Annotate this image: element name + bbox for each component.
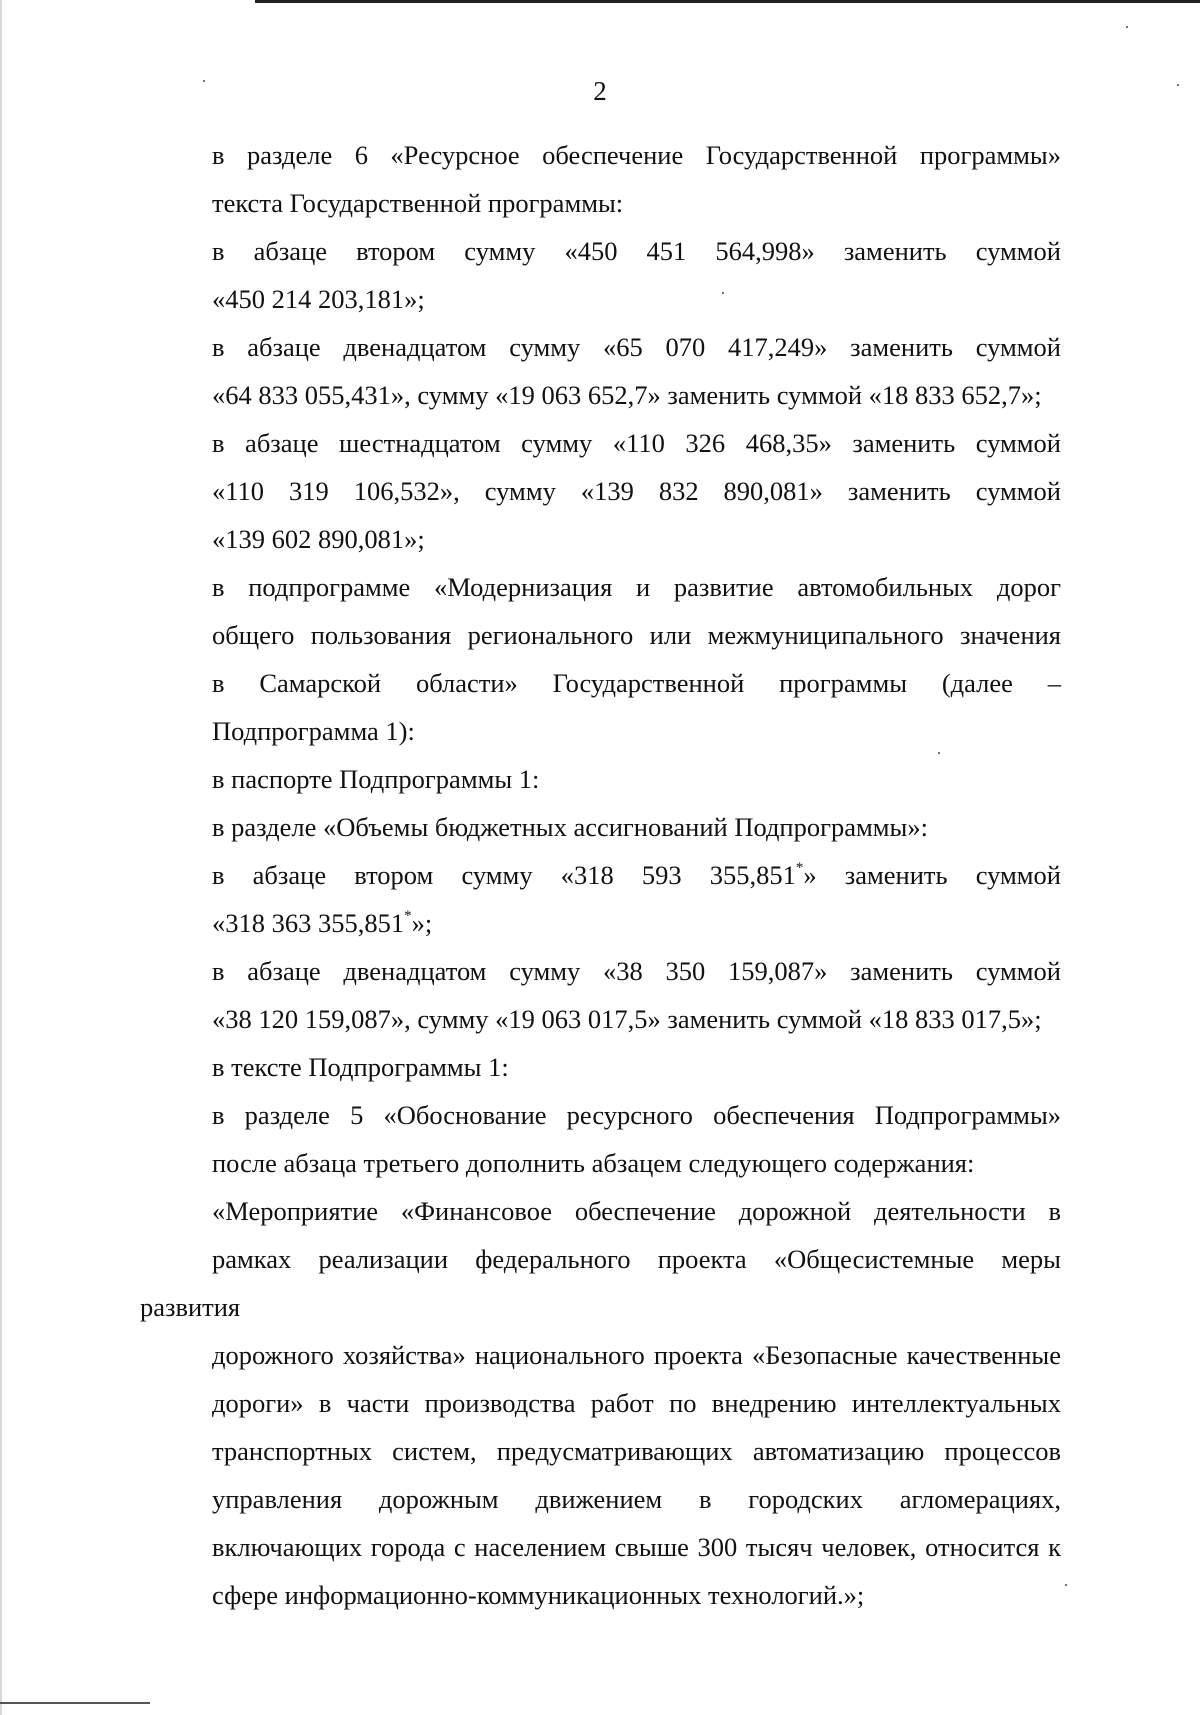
paragraph-abzac-12 bbox=[140, 323, 1061, 419]
text-line: текста Государственной программы: bbox=[212, 188, 624, 218]
text-line: сфере информационно-коммуникационных технологий.»; bbox=[212, 1580, 865, 1610]
text-line: в тексте Подпрограммы 1: bbox=[212, 1052, 509, 1082]
text-line: «110 319 106,532», сумму «139 832 890,081» заменить суммой bbox=[212, 476, 1061, 506]
text-line: управления дорожным движением в городских агломерациях, bbox=[212, 1484, 1061, 1514]
text-line: Подпрограмма 1): bbox=[212, 716, 415, 746]
paragraph-sub-abzac-2 bbox=[140, 851, 1061, 947]
scan-speck bbox=[1065, 1584, 1067, 1586]
text-line: в разделе 6 «Ресурсное обеспечение Государственной программы» bbox=[212, 140, 1061, 170]
text-line: дороги» в части производства работ по внедрению интеллектуальных bbox=[212, 1388, 1061, 1418]
text-line: в разделе 5 «Обоснование ресурсного обеспечения Подпрограммы» bbox=[212, 1100, 1061, 1130]
paragraph-abzac-16 bbox=[140, 419, 1061, 563]
text-line bbox=[140, 851, 1061, 899]
paragraph-passport bbox=[140, 755, 1061, 803]
text-line: «139 602 890,081»; bbox=[212, 524, 425, 554]
text-line: в абзаце шестнадцатом сумму «110 326 468,35» заменить суммой bbox=[212, 428, 1061, 458]
text-line: «38 120 159,087», сумму «19 063 017,5» заменить суммой «18 833 017,5»; bbox=[212, 1004, 1042, 1034]
line-segment: в абзаце втором сумму «318 593 355,851 bbox=[212, 860, 796, 890]
asterisk-mark: * bbox=[795, 860, 804, 876]
paragraph-subprogram-1 bbox=[140, 563, 1061, 755]
text-line: «64 833 055,431», сумму «19 063 652,7» заменить суммой «18 833 652,7»; bbox=[212, 380, 1042, 410]
page-number: 2 bbox=[593, 76, 607, 106]
text-line: в паспорте Подпрограммы 1: bbox=[212, 764, 540, 794]
paragraph-section-5 bbox=[140, 1091, 1061, 1187]
text-line: общего пользования регионального или межмуниципального значения bbox=[212, 620, 1061, 650]
text-line: включающих города с населением свыше 300 тысяч человек, относится к bbox=[212, 1532, 1061, 1562]
text-line: «Мероприятие «Финансовое обеспечение дорожной деятельности в bbox=[212, 1196, 1061, 1226]
paragraph-sub-abzac-12 bbox=[140, 947, 1061, 1043]
paragraph-new-text bbox=[140, 1187, 1061, 1619]
paragraph-abzac-2 bbox=[140, 227, 1061, 323]
text-line: транспортных систем, предусматривающих автоматизацию процессов bbox=[212, 1436, 1061, 1466]
line-segment: «318 363 355,851 bbox=[212, 908, 405, 938]
line-segment: »; bbox=[411, 908, 433, 938]
text-line: в абзаце двенадцатом сумму «65 070 417,249» заменить суммой bbox=[212, 332, 1061, 362]
text-line: рамках реализации федерального проекта «Общесистемные меры развития bbox=[140, 1244, 1061, 1322]
scan-speck bbox=[1126, 26, 1128, 28]
document-body bbox=[140, 131, 1061, 1619]
paragraph-subprogram-text bbox=[140, 1043, 1061, 1091]
text-line: в Самарской области» Государственной программы (далее – bbox=[212, 668, 1061, 698]
line-segment: » заменить суммой bbox=[803, 860, 1061, 890]
asterisk-mark: * bbox=[404, 908, 412, 924]
paragraph-budget-section bbox=[140, 803, 1061, 851]
text-line: в разделе «Объемы бюджетных ассигнований Подпрограммы»: bbox=[212, 812, 928, 842]
scan-top-border bbox=[255, 0, 1200, 3]
scan-bottom-border bbox=[0, 1702, 150, 1704]
text-line: в абзаце втором сумму «450 451 564,998» заменить суммой bbox=[212, 236, 1061, 266]
paragraph-section-6 bbox=[140, 131, 1061, 227]
text-line: дорожного хозяйства» национального проекта «Безопасные качественные bbox=[212, 1340, 1061, 1370]
scan-left-edge bbox=[0, 0, 2, 1715]
text-line: в подпрограмме «Модернизация и развитие автомобильных дорог bbox=[212, 572, 1061, 602]
text-line: в абзаце двенадцатом сумму «38 350 159,087» заменить суммой bbox=[212, 956, 1061, 986]
text-line bbox=[140, 899, 1061, 947]
text-line: «450 214 203,181»; bbox=[212, 284, 425, 314]
text-line: после абзаца третьего дополнить абзацем следующего содержания: bbox=[212, 1148, 975, 1178]
